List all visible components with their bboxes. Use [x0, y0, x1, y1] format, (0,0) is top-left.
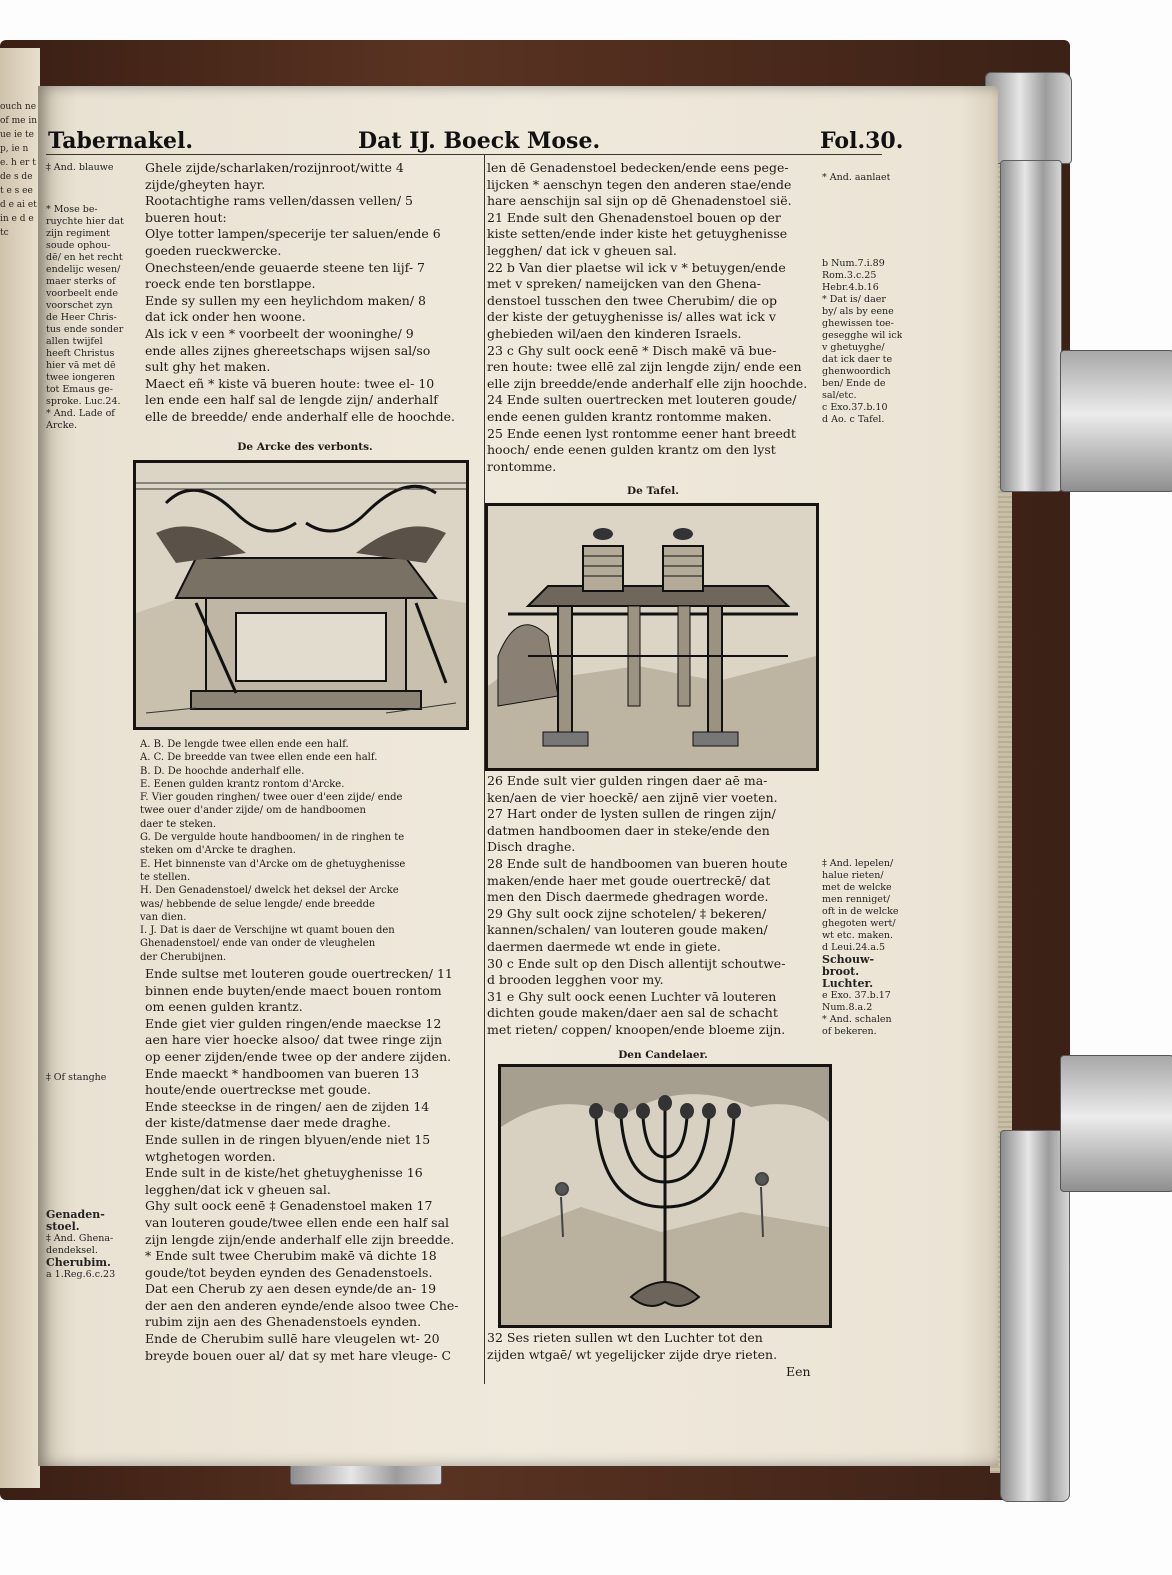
catchword: Een: [786, 1364, 811, 1379]
left-column-text-top: Ghele zijde/scharlaken/rozijnroot/witte 4 zijde/gheyten hayr. Rootachtighe rams vellen/dassen vellen/ 5 bueren hout: Olye totter lampen/specerije ter saluen/ende 6 goeden rueckwercke. Onechsteen/ende geuaerde steene ten lijf- 7 roeck ende ten borstlappe. Ende sy sullen my een heylichdom maken/ 8 dat ick onder hen woone. Als ick v een * voorbeelt der wooninghe/ 9 ende alles zijnes ghereetschaps wijsen sal/so sult ghy het maken. Maect eñ * kiste vā bueren houte: twee el- 10 len ende een half sal de lengde zijn/ anderhalf elle de breedde/ ende anderhalf elle de hoochde.: [145, 160, 455, 424]
caption-ark: De Arcke des verbonts.: [237, 441, 373, 453]
right-column-text-bottom: 32 Ses rieten sullen wt den Luchter tot den zijden wtgaē/ wt yegelijcker zijde drye rieten.: [487, 1330, 778, 1362]
right-column-text-top: len dē Genadenstoel bedecken/ende eens pege- lijcken * aenschyn tegen den anderen stae/ende hare aenschijn sal sijn op dē Ghenadenstoel sië. 21 Ende sult den Ghenadenstoel bouen op der kiste setten/ende inder kiste het getuyghenisse legghen/ dat ick v gheuen sal. 22 b Van dier plaetse wil ick v * betuygen/ende met v spreken/ nameijcken van den Ghena- denstoel tusschen den twee Cherubim/ die op der kiste der getuyghenisse is/ alles wat ick v ghebieden wil/aen den kinderen Israels. 23 c Ghy sult oock eenē * Disch makē vā bue- ren houte: twee ellē zal zijn lengde zijn/ ende een elle zijn breedde/ende anderhalf elle zijn hoochde. 24 Ende sulten ouertrecken met louteren goude/ ende eenen gulden krantz rontomme maken. 25 Ende eenen lyst rontomme eener hant breedt hooch/ ende eenen gulden krantz om den lyst rontomme.: [487, 160, 808, 474]
left-margin-note-genadenstoel: Genaden- stoel. ‡ And. Ghena- dendeksel. Cherubim. a 1.Reg.6.c.23: [46, 1208, 116, 1280]
caption-candelabra: Den Candelaer.: [618, 1049, 708, 1061]
silver-spine-plate-top: [1000, 160, 1062, 492]
woodcut-ark-of-covenant: [133, 460, 469, 730]
clasp-hinge-top: [1060, 350, 1172, 492]
left-margin-notes: ‡ And. blauwe * Mose be- ruychte hier dat zijn regiment soude ophou- dē/ en het recht endelijc wesen/ maer sterks of voorbeelt ende voorschet zyn de Heer Chris- tus ende sonder allen twijfel heeft Christus hier vā met dē twee iongeren tot Emaus ge- sproke. Luc.24. * And. Lade of Arcke.: [46, 162, 124, 431]
left-margin-note-stanghe: ‡ Of stanghe: [46, 1072, 107, 1083]
right-margin-note-top: * And. aanlaet: [822, 172, 891, 183]
woodcut-table-of-showbread: [485, 503, 819, 771]
running-head-left: Tabernakel.: [48, 128, 193, 154]
running-head-center: Dat IJ. Boeck Mose.: [358, 128, 601, 154]
woodcut-candelabra: [498, 1064, 832, 1328]
clasp-hinge-bottom: [1060, 1055, 1172, 1192]
right-margin-notes-lower: ‡ And. lepelen/ halue rieten/ met de welcke men renniget/ oft in de welcke ghegoten wert/ wt etc. maken. d Leui.24.a.5 Schouw- broot. Luchter. e Exo. 37.b.17 Num.8.a.2 * And. schalen of bekeren.: [822, 858, 899, 1037]
right-margin-notes-mid: b Num.7.i.89 Rom.3.c.25 Hebr.4.b.16 * Dat is/ daer by/ als by eene ghewissen toe- gesegghe wil ick v ghetuyghe/ dat ick daer te ghenwoordich ben/ Ende de sal/etc. c Exo.37.b.10 d Ao. c Tafel.: [822, 258, 903, 425]
caption-table: De Tafel.: [627, 485, 679, 497]
ark-legend: A. B. De lengde twee ellen ende een half. A. C. De breedde van twee ellen ende een half. B. D. De hoochde anderhalf elle. E. Eenen gulden krantz rontom d'Arcke. F. Vier gouden ringhen/ twee ouer d'een zijde/ ende twee ouer d'ander zijde/ om de handboomen daer te steken. G. De vergulde houte handboomen/ in de ringhen te steken om d'Arcke te draghen. E. Het binnenste van d'Arcke om de ghetuyghenisse te stellen. H. Den Genadenstoel/ dwelck het deksel der Arcke was/ hebbende de selue lengde/ ende breedde van dien. I. J. Dat is daer de Verschijne wt quamt bouen den Ghenadenstoel/ ende van onder de vleughelen der Cherubijnen.: [140, 739, 406, 963]
right-column-text-mid: 26 Ende sult vier gulden ringen daer aē ma- ken/aen de vier hoeckē/ aen zijnē vier voeten. 27 Hart onder de lysten sullen de ringen zijn/ datmen handboomen daer in steke/ende den Disch draghe. 28 Ende sult de handboomen van bueren houte maken/ende haer met goude ouertreckē/ dat men den Disch daermede ghedragen worde. 29 Ghy sult oock zijne schotelen/ ‡ bekeren/ kannen/schalen/ van louteren goude maken/ daermen daermede wt ende in giete. 30 c Ende sult op den Disch allentijt schoutwe- d brooden legghen voor my. 31 e Ghy sult oock eenen Luchter vā louteren dichten goude maken/daer aen sal de schacht met rieten/ coppen/ knoopen/ende bloeme zijn.: [487, 773, 788, 1037]
header-rule: [46, 154, 882, 155]
folio-number: Fol.30.: [820, 128, 904, 154]
silver-corner-top: [985, 72, 1072, 164]
left-page-fragment-text: ouch ne of me in ue ie te p, ie n e. h er t de s de t e s ee d e ai et in e d e tc: [0, 102, 38, 238]
left-column-text-lower: Ende sultse met louteren goude ouertrecken/ 11 binnen ende buyten/ende maect bouen rontom om eenen gulden krantz. Ende giet vier gulden ringen/ende maeckse 12 aen hare vier hoecke alsoo/ dat twee ringe zijn op eener zijden/ende twee op der andere zijden. Ende maeckt * handboomen van bueren 13 houte/ende ouertreckse met goude. Ende steeckse in de ringen/ aen de zijden 14 der kiste/datmense daer mede draghe. Ende sullen in de ringen blyuen/ende niet 15 wtghetogen worden. Ende sult in de kiste/het ghetuyghenisse 16 legghen/dat ick v gheuen sal. Ghy sult oock eenē ‡ Genadenstoel maken 17 van louteren goude/twee ellen ende een half sal zijn lengde zijn/ende anderhalf elle zijn breedde. * Ende sult twee Cherubim makē vā dichte 18 goude/tot beyden eynden des Genadenstoels. Dat een Cherub zy aen desen eynde/de an- 19 der aen den anderen eynde/ende alsoo twee Che- rubim zijn aen des Ghenadenstoels eynden. Ende de Cherubim sullē hare vleugelen wt- 20 breyde bouen ouer al/ dat sy met hare vleuge- C: [145, 966, 459, 1363]
